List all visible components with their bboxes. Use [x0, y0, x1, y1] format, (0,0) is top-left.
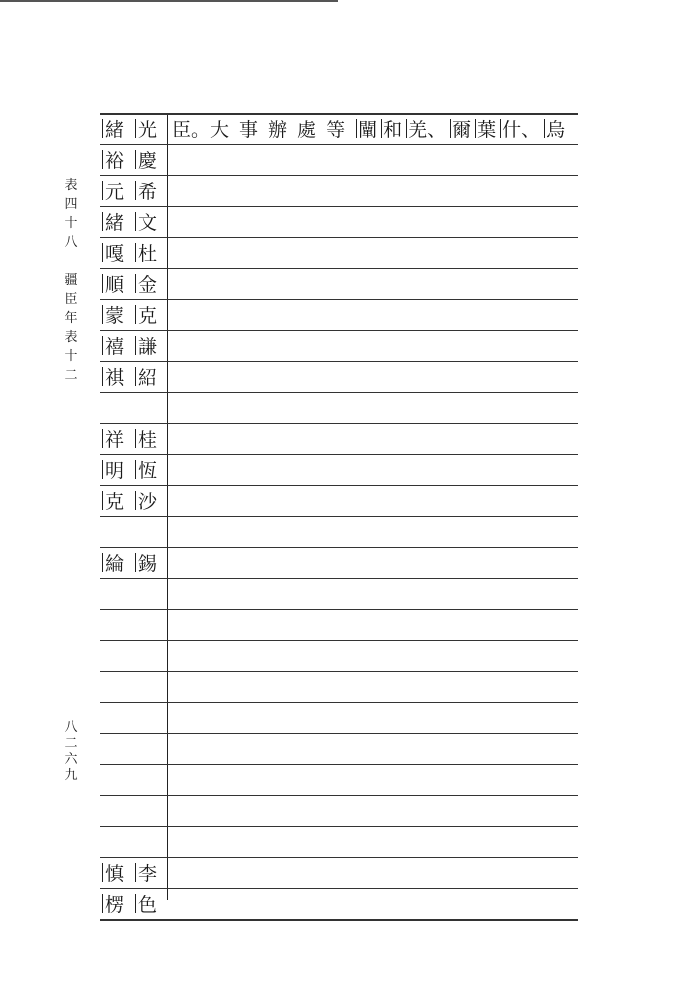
table-row [100, 702, 578, 733]
table-row [100, 733, 578, 764]
name-cell [102, 206, 132, 237]
name-cell [135, 392, 165, 423]
row-rule [100, 392, 578, 393]
row-rule [100, 516, 578, 517]
heading-word: 辦 [268, 119, 288, 141]
row-rule [100, 857, 578, 858]
name-char: 克 [105, 491, 125, 513]
name-cell [102, 175, 132, 206]
name-cell [135, 609, 165, 640]
row-rule [100, 485, 578, 486]
row-rule [100, 206, 578, 207]
name-char: 祺 [105, 367, 125, 389]
proper-name-mark [102, 150, 103, 169]
proper-name-mark [135, 367, 136, 386]
row-rule [100, 175, 578, 176]
heading-word: 爾 [452, 119, 472, 141]
proper-name-mark [450, 119, 451, 138]
name-char: 克 [138, 305, 158, 327]
margin-char: 臣 [64, 292, 78, 307]
heading-word: 羌、 [408, 119, 447, 141]
heading-word: 臣。大 [172, 119, 230, 141]
name-cell [102, 764, 132, 795]
proper-name-mark [102, 553, 103, 572]
proper-name-mark [544, 119, 545, 138]
name-char: 杜 [138, 243, 158, 265]
table-row [100, 423, 578, 454]
table-row [100, 578, 578, 609]
heading-word: 和 [383, 119, 403, 141]
margin-char: 四 [64, 197, 78, 212]
margin-char: 表 [64, 330, 78, 345]
margin-char: 表 [64, 178, 78, 193]
top-rule [0, 0, 338, 2]
name-cell [135, 330, 165, 361]
proper-name-mark [135, 181, 136, 200]
name-cell [102, 702, 132, 733]
heading-word: 葉 [477, 119, 497, 141]
proper-name-mark [135, 894, 136, 913]
name-cell [102, 392, 132, 423]
name-char: 蒙 [105, 305, 125, 327]
proper-name-mark [356, 119, 357, 138]
table-row [100, 175, 578, 206]
table-row [100, 144, 578, 175]
table-row [100, 795, 578, 826]
name-cell [102, 609, 132, 640]
name-cell [135, 578, 165, 609]
margin-char: 十 [64, 216, 78, 231]
name-cell [102, 547, 132, 578]
proper-name-mark [135, 150, 136, 169]
proper-name-mark [102, 305, 103, 324]
proper-name-mark [135, 212, 136, 231]
row-rule [100, 423, 578, 424]
name-cell [102, 330, 132, 361]
table-row [100, 392, 578, 423]
row-rule [100, 237, 578, 238]
margin-title [60, 176, 82, 385]
row-rule [100, 826, 578, 827]
name-char: 文 [138, 212, 158, 234]
name-cell [135, 516, 165, 547]
row-rule [100, 361, 578, 362]
name-char: 順 [105, 274, 125, 296]
heading-word: 等 [326, 119, 346, 141]
name-char: 慎 [105, 863, 125, 885]
row-rule [100, 640, 578, 641]
proper-name-mark [102, 336, 103, 355]
proper-name-mark [102, 429, 103, 448]
name-cell [135, 423, 165, 454]
table-row [100, 671, 578, 702]
name-char: 緒 [105, 119, 125, 141]
proper-name-mark [102, 460, 103, 479]
name-char: 謙 [138, 336, 158, 358]
margin-char: 八 [64, 720, 78, 735]
name-cell [135, 764, 165, 795]
name-char: 錫 [138, 553, 158, 575]
heading-word: 闡 [358, 119, 378, 141]
name-cell [135, 299, 165, 330]
proper-name-mark [102, 181, 103, 200]
name-char: 恆 [138, 460, 158, 482]
table-row [100, 268, 578, 299]
proper-name-mark [102, 274, 103, 293]
name-cell [102, 826, 132, 857]
table-row [100, 547, 578, 578]
name-char: 裕 [105, 150, 125, 172]
name-cell [102, 144, 132, 175]
row-rule [100, 733, 578, 734]
proper-name-mark [135, 243, 136, 262]
name-cell [135, 888, 165, 919]
row-rule [100, 671, 578, 672]
name-char: 光 [138, 119, 158, 141]
name-cell [102, 113, 132, 144]
proper-name-mark [500, 119, 501, 138]
margin-char: 八 [64, 235, 78, 250]
name-cell [102, 268, 132, 299]
name-cell [102, 578, 132, 609]
heading-word: 烏 [546, 119, 566, 141]
name-cell [135, 485, 165, 516]
name-cell [135, 113, 165, 144]
row-rule [100, 888, 578, 889]
table-row [100, 640, 578, 671]
row-rule [100, 144, 578, 145]
name-char: 希 [138, 181, 158, 203]
proper-name-mark [102, 367, 103, 386]
name-cell [135, 237, 165, 268]
table-row [100, 454, 578, 485]
name-cell [135, 795, 165, 826]
name-cell [102, 640, 132, 671]
table-row [100, 361, 578, 392]
table-row [100, 516, 578, 547]
margin-page-number [60, 720, 82, 784]
proper-name-mark [102, 243, 103, 262]
table-row [100, 299, 578, 330]
name-cell [135, 826, 165, 857]
name-cell [102, 516, 132, 547]
margin-char [69, 252, 73, 271]
heading-word: 什、 [502, 119, 541, 141]
name-cell [135, 144, 165, 175]
proper-name-mark [381, 119, 382, 138]
name-char: 緒 [105, 212, 125, 234]
table-row [100, 237, 578, 268]
margin-char: 十 [64, 349, 78, 364]
name-cell [102, 733, 132, 764]
name-char: 色 [138, 894, 158, 916]
name-char: 李 [138, 863, 158, 885]
table-row [100, 826, 578, 857]
margin-char: 六 [64, 752, 78, 767]
name-cell [135, 640, 165, 671]
column-heading [172, 113, 576, 144]
margin-char: 二 [64, 368, 78, 383]
proper-name-mark [102, 119, 103, 138]
name-cell [135, 671, 165, 702]
row-rule [100, 764, 578, 765]
table-row [100, 330, 578, 361]
table-row [100, 857, 578, 888]
name-char: 楞 [105, 894, 125, 916]
name-char: 綸 [105, 553, 125, 575]
proper-name-mark [406, 119, 407, 138]
proper-name-mark [102, 894, 103, 913]
proper-name-mark [135, 305, 136, 324]
name-cell [102, 795, 132, 826]
table-row [100, 485, 578, 516]
heading-word: 處 [297, 119, 317, 141]
name-cell [102, 423, 132, 454]
name-char: 元 [105, 181, 125, 203]
proper-name-mark [135, 491, 136, 510]
name-cell [135, 733, 165, 764]
margin-char: 年 [64, 311, 78, 326]
margin-char: 二 [64, 736, 78, 751]
proper-name-mark [135, 336, 136, 355]
row-rule [100, 795, 578, 796]
heading-word: 事 [239, 119, 259, 141]
margin-char: 疆 [64, 273, 78, 288]
name-cell [135, 547, 165, 578]
name-cell [102, 361, 132, 392]
row-rule [100, 454, 578, 455]
name-cell [135, 206, 165, 237]
name-char: 金 [138, 274, 158, 296]
name-char: 明 [105, 460, 125, 482]
row-rule [100, 702, 578, 703]
name-cell [102, 888, 132, 919]
name-cell [135, 361, 165, 392]
name-char: 祥 [105, 429, 125, 451]
name-cell [135, 268, 165, 299]
name-cell [102, 454, 132, 485]
name-cell [102, 857, 132, 888]
proper-name-mark [135, 119, 136, 138]
table-row [100, 609, 578, 640]
table-row [100, 113, 578, 144]
row-rule [100, 609, 578, 610]
name-cell [102, 485, 132, 516]
name-cell [135, 175, 165, 206]
name-cell [102, 299, 132, 330]
name-cell [135, 857, 165, 888]
row-rule [100, 578, 578, 579]
name-char: 嘎 [105, 243, 125, 265]
name-char: 沙 [138, 491, 158, 513]
bottom-rule [100, 919, 578, 921]
proper-name-mark [135, 429, 136, 448]
name-char: 慶 [138, 150, 158, 172]
table-row [100, 764, 578, 795]
name-cell [135, 454, 165, 485]
name-cell [102, 671, 132, 702]
margin-char: 九 [64, 768, 78, 783]
name-cell [102, 237, 132, 268]
row-rule [100, 547, 578, 548]
proper-name-mark [135, 274, 136, 293]
name-char: 桂 [138, 429, 158, 451]
table-grid [100, 113, 578, 916]
proper-name-mark [102, 491, 103, 510]
row-rule [100, 113, 578, 115]
proper-name-mark [102, 212, 103, 231]
row-rule [100, 299, 578, 300]
table-row [100, 888, 578, 919]
name-cell [135, 702, 165, 733]
row-rule [100, 330, 578, 331]
table-row [100, 206, 578, 237]
name-char: 禧 [105, 336, 125, 358]
proper-name-mark [135, 863, 136, 882]
name-char: 紹 [138, 367, 158, 389]
proper-name-mark [135, 460, 136, 479]
proper-name-mark [135, 553, 136, 572]
proper-name-mark [475, 119, 476, 138]
row-rule [100, 268, 578, 269]
proper-name-mark [102, 863, 103, 882]
